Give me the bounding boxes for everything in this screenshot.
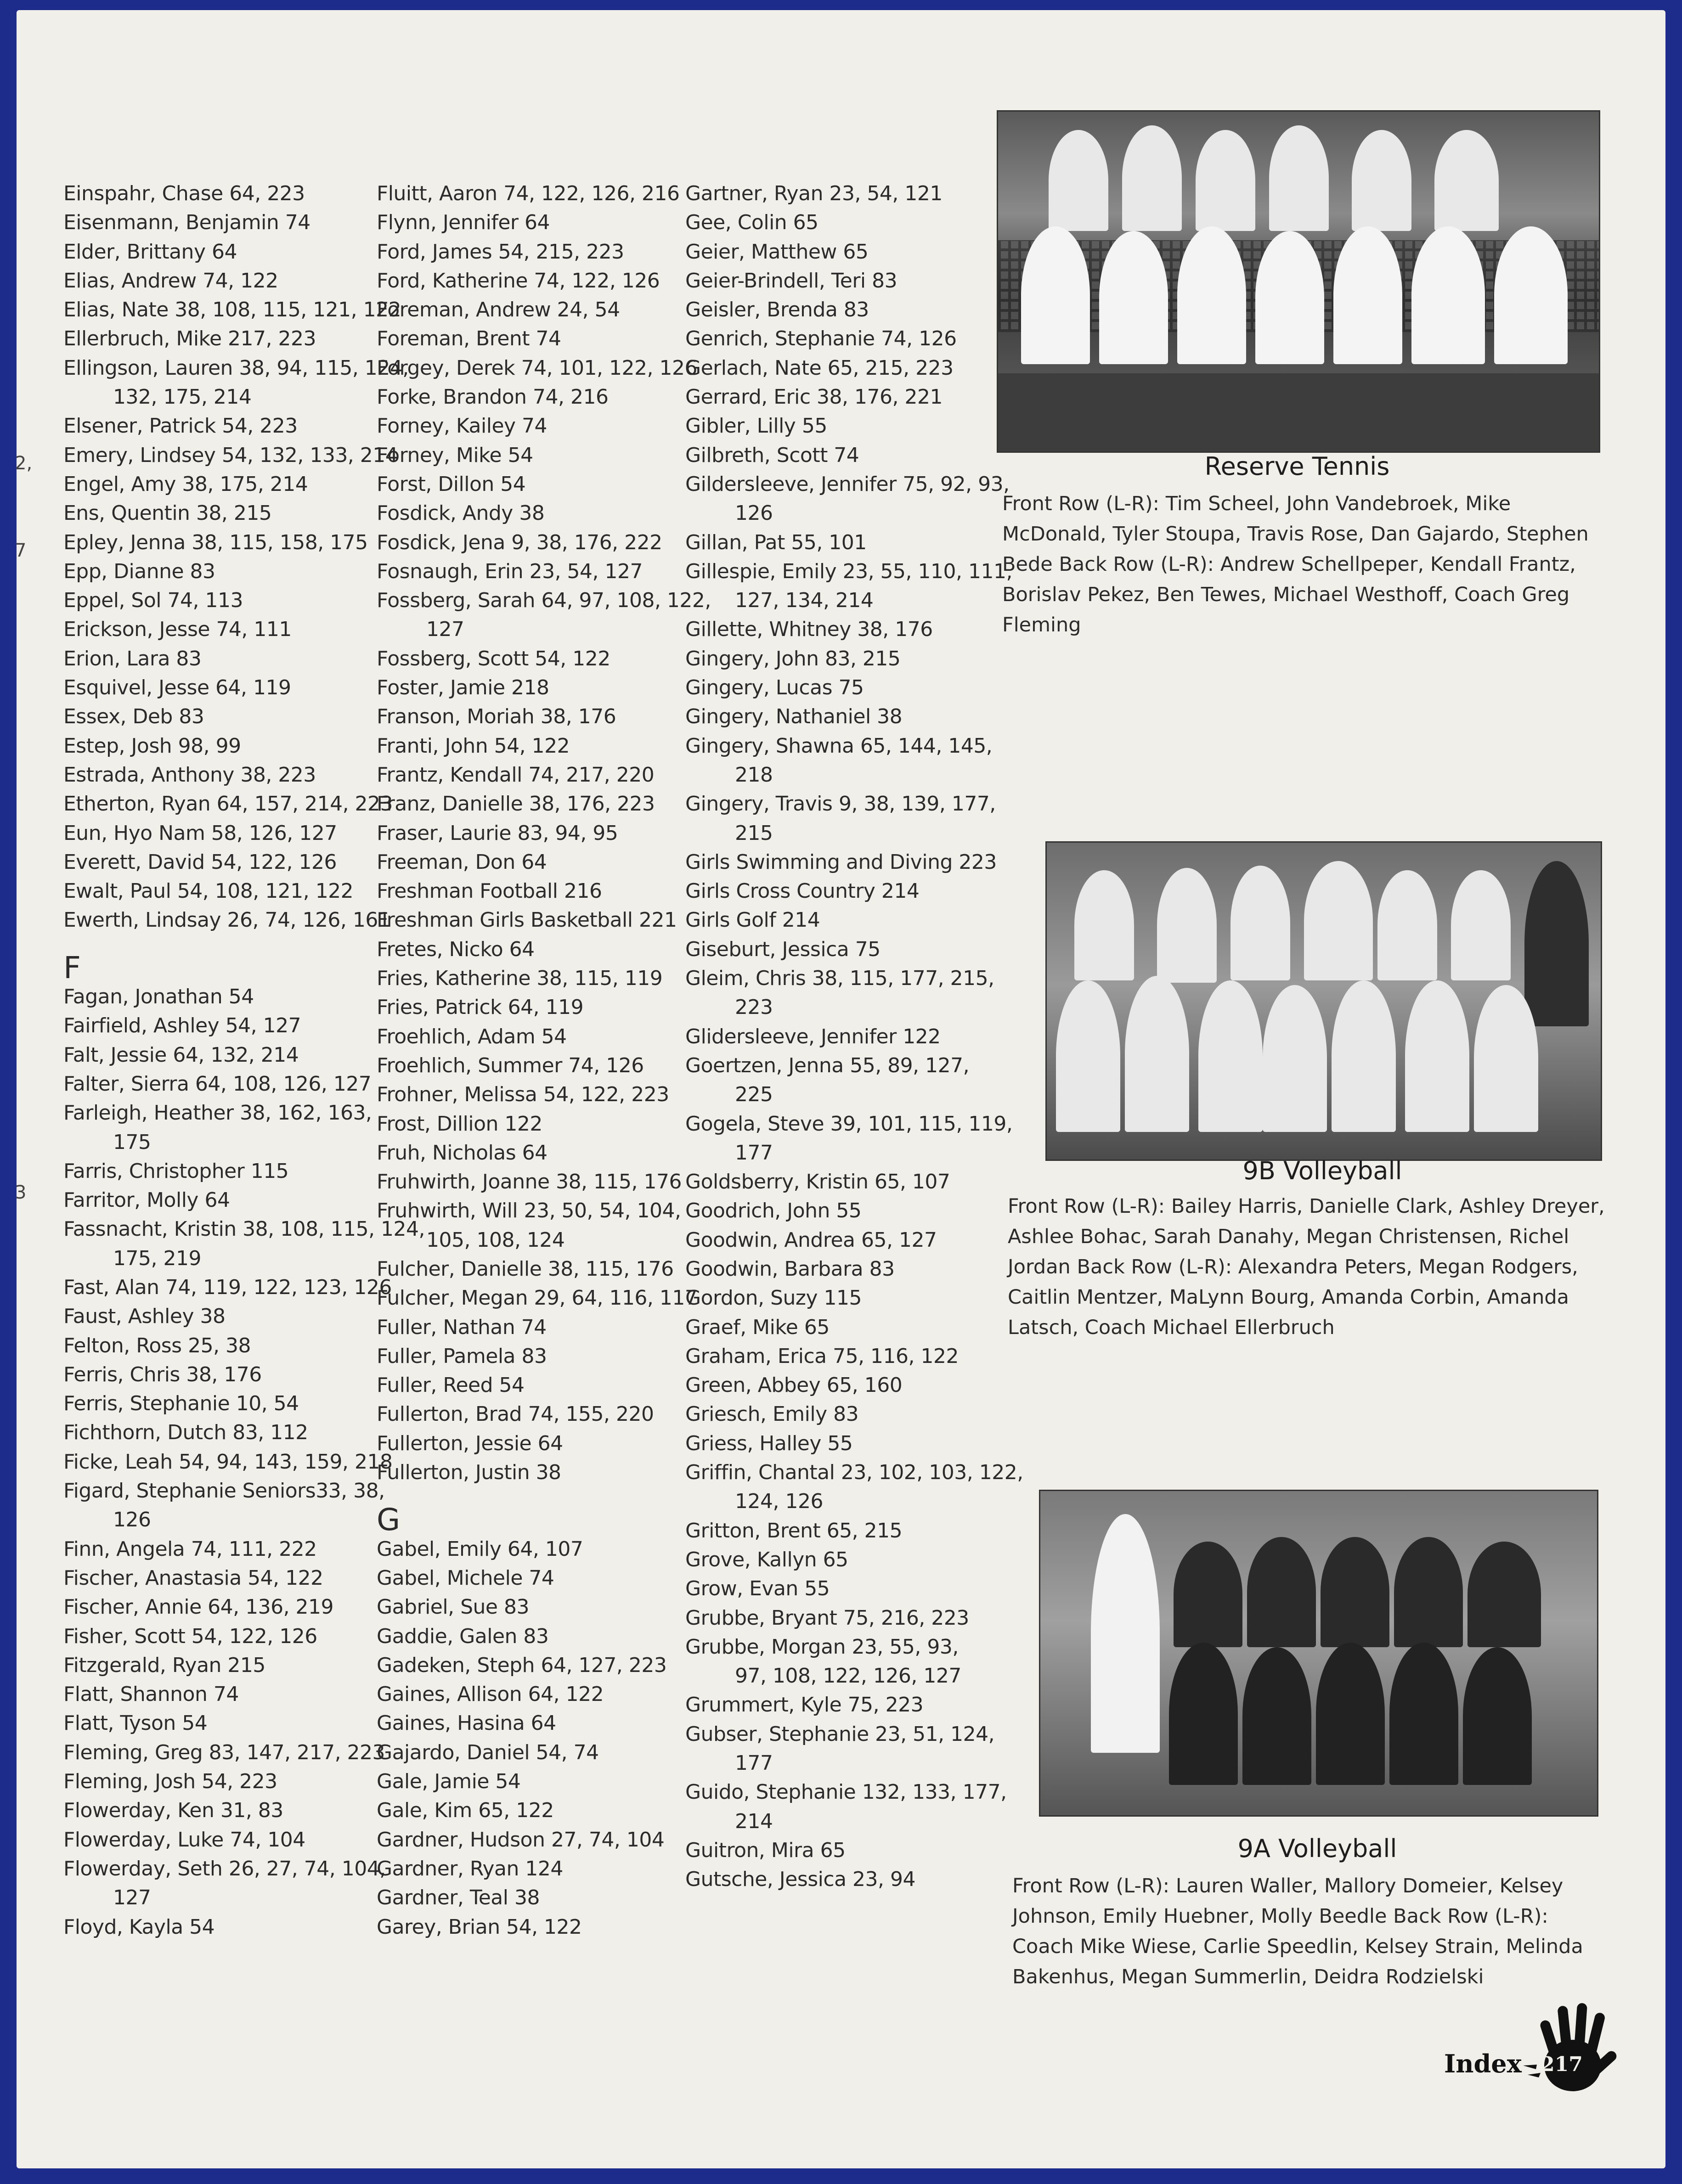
index-entry: Gritton, Brent 65, 215 xyxy=(685,1519,903,1542)
index-entry: Fosdick, Andy 38 xyxy=(377,501,545,525)
index-entry: Gingery, Lucas 75 xyxy=(685,676,864,700)
index-entry: Fischer, Anastasia 54, 122 xyxy=(63,1566,323,1590)
index-entry: Farris, Christopher 115 xyxy=(63,1159,289,1183)
reserve-tennis-caption: Front Row (L-R): Tim Scheel, John Vandebroek, Mike McDonald, Tyler Stoupa, Travis Rose, Dan Gajardo, Stephen Bede Back Row (L-R): Andrew Schellpeper, Kendall Frantz, Borislav Pekez, Ben Tewes, Michael Westhoff, Coach Greg Fleming xyxy=(1002,492,1589,636)
index-entry: Engel, Amy 38, 175, 214 xyxy=(63,472,308,496)
index-entry: Fischer, Annie 64, 136, 219 xyxy=(63,1595,334,1619)
index-entry: Ford, Katherine 74, 122, 126 xyxy=(377,269,660,293)
index-entry: Elsener, Patrick 54, 223 xyxy=(63,414,298,438)
index-entry: Foreman, Andrew 24, 54 xyxy=(377,298,620,322)
index-entry-continuation: 126 xyxy=(735,501,773,525)
index-entry: Gibler, Lilly 55 xyxy=(685,414,827,438)
index-entry: Franz, Danielle 38, 176, 223 xyxy=(377,792,655,816)
index-entry-continuation: 225 xyxy=(735,1083,773,1107)
index-entry: Griess, Halley 55 xyxy=(685,1431,853,1455)
court-ground xyxy=(998,373,1599,451)
index-entry: Floyd, Kayla 54 xyxy=(63,1915,215,1939)
margin-number: 7 xyxy=(15,540,27,561)
index-entry: Gartner, Ryan 23, 54, 121 xyxy=(685,182,943,205)
margin-number: 2, xyxy=(15,453,33,474)
index-entry: Gogela, Steve 39, 101, 115, 119, xyxy=(685,1112,1013,1136)
volleyball-9b-team-photo xyxy=(1045,841,1602,1161)
index-entry: Fisher, Scott 54, 122, 126 xyxy=(63,1624,317,1648)
index-entry: Ewalt, Paul 54, 108, 121, 122 xyxy=(63,879,354,903)
index-entry: Epp, Dianne 83 xyxy=(63,559,215,583)
index-entry: Gale, Jamie 54 xyxy=(377,1770,521,1794)
index-entry: Frantz, Kendall 74, 217, 220 xyxy=(377,763,655,787)
index-entry: Falt, Jessie 64, 132, 214 xyxy=(63,1043,299,1067)
index-entry-continuation: 223 xyxy=(735,996,773,1019)
index-entry: Gilbreth, Scott 74 xyxy=(685,443,859,467)
index-entry: Eppel, Sol 74, 113 xyxy=(63,589,243,613)
index-entry: Fosnaugh, Erin 23, 54, 127 xyxy=(377,559,643,583)
index-entry: Ellerbruch, Mike 217, 223 xyxy=(63,327,316,351)
index-entry: Forney, Mike 54 xyxy=(377,443,533,467)
index-entry: Fassnacht, Kristin 38, 108, 115, 124, xyxy=(63,1217,425,1241)
index-entry: Fraser, Laurie 83, 94, 95 xyxy=(377,821,618,845)
index-entry: Flatt, Tyson 54 xyxy=(63,1711,208,1735)
index-entry: Essex, Deb 83 xyxy=(63,705,204,729)
index-entry-continuation: 218 xyxy=(735,763,773,787)
reserve-tennis-title: Reserve Tennis xyxy=(1204,452,1390,481)
index-entry: Graham, Erica 75, 116, 122 xyxy=(685,1344,959,1368)
index-entry: Fulcher, Danielle 38, 115, 176 xyxy=(377,1257,674,1281)
index-entry: Everett, David 54, 122, 126 xyxy=(63,850,337,874)
index-entry: Fleming, Greg 83, 147, 217, 223 xyxy=(63,1740,385,1764)
index-entry: Elias, Nate 38, 108, 115, 121, 122 xyxy=(63,298,401,322)
index-entry: Fruhwirth, Will 23, 50, 54, 104, xyxy=(377,1199,681,1223)
index-entry: Fleming, Josh 54, 223 xyxy=(63,1770,277,1794)
index-entry: Grow, Evan 55 xyxy=(685,1577,830,1601)
index-entry: Gordon, Suzy 115 xyxy=(685,1286,862,1310)
index-entry: Gaines, Allison 64, 122 xyxy=(377,1683,604,1706)
page-number: 217 xyxy=(1541,2053,1583,2076)
index-entry: Flowerday, Seth 26, 27, 74, 104, xyxy=(63,1857,386,1880)
index-entry: Fullerton, Jessie 64 xyxy=(377,1431,563,1455)
index-entry: Geisler, Brenda 83 xyxy=(685,298,869,322)
index-entry: Gardner, Ryan 124 xyxy=(377,1857,563,1880)
index-entry-continuation: 214 xyxy=(735,1809,773,1833)
index-entry: Fichthorn, Dutch 83, 112 xyxy=(63,1421,308,1445)
index-entry: Genrich, Stephanie 74, 126 xyxy=(685,327,957,351)
index-entry: Girls Swimming and Diving 223 xyxy=(685,850,997,874)
index-entry: Einspahr, Chase 64, 223 xyxy=(63,182,305,205)
index-entry: Gillespie, Emily 23, 55, 110, 111, xyxy=(685,559,1012,583)
index-entry-continuation: 175, 219 xyxy=(113,1246,201,1270)
index-entry: Gingery, Shawna 65, 144, 145, xyxy=(685,734,993,758)
index-entry-continuation: 177 xyxy=(735,1141,773,1165)
index-entry: Gaddie, Galen 83 xyxy=(377,1624,549,1648)
index-entry: Falter, Sierra 64, 108, 126, 127 xyxy=(63,1072,372,1096)
index-entry: Fulcher, Megan 29, 64, 116, 117 xyxy=(377,1286,698,1310)
index-entry: Goldsberry, Kristin 65, 107 xyxy=(685,1170,950,1194)
index-entry: Gee, Colin 65 xyxy=(685,211,818,235)
index-entry: Grubbe, Morgan 23, 55, 93, xyxy=(685,1635,959,1659)
index-entry: Farritor, Molly 64 xyxy=(63,1188,230,1212)
index-entry: Esquivel, Jesse 64, 119 xyxy=(63,676,291,700)
index-entry: Gutsche, Jessica 23, 94 xyxy=(685,1868,915,1891)
index-entry: Fagan, Jonathan 54 xyxy=(63,985,254,1009)
index-entry: Forgey, Derek 74, 101, 122, 126 xyxy=(377,356,697,380)
index-entry: Gingery, Travis 9, 38, 139, 177, xyxy=(685,792,996,816)
index-entry: Eisenmann, Benjamin 74 xyxy=(63,211,310,235)
index-entry: Graef, Mike 65 xyxy=(685,1315,830,1339)
index-entry: Forney, Kailey 74 xyxy=(377,414,547,438)
index-entry: Felton, Ross 25, 38 xyxy=(63,1334,251,1357)
index-entry: Fries, Katherine 38, 115, 119 xyxy=(377,967,663,991)
volleyball-9a-caption: Front Row (L-R): Lauren Waller, Mallory Domeier, Kelsey Johnson, Emily Huebner, Molly Beedle Back Row (L-R): Coach Mike Wiese, Carlie Speedlin, Kelsey Strain, Melinda Bakenhus, Megan Summerlin, Deidra Rodzielski xyxy=(1012,1874,1583,1988)
index-entry: Erion, Lara 83 xyxy=(63,647,202,670)
index-entry: Fuller, Pamela 83 xyxy=(377,1344,547,1368)
index-entry-continuation: 105, 108, 124 xyxy=(426,1228,565,1252)
index-letter-heading: F xyxy=(63,950,81,985)
index-entry: Girls Golf 214 xyxy=(685,908,820,932)
index-entry: Gabriel, Sue 83 xyxy=(377,1595,529,1619)
index-entry: Guido, Stephanie 132, 133, 177, xyxy=(685,1780,1007,1804)
index-entry: Goodrich, John 55 xyxy=(685,1199,862,1223)
index-entry: Etherton, Ryan 64, 157, 214, 223 xyxy=(63,792,393,816)
index-entry: Fossberg, Scott 54, 122 xyxy=(377,647,610,670)
index-entry: Franti, John 54, 122 xyxy=(377,734,570,758)
index-entry-continuation: 127, 134, 214 xyxy=(735,589,874,613)
index-entry: Fosdick, Jena 9, 38, 176, 222 xyxy=(377,530,662,554)
index-entry: Fretes, Nicko 64 xyxy=(377,937,535,961)
index-entry-continuation: 97, 108, 122, 126, 127 xyxy=(735,1664,961,1688)
index-entry: Gingery, John 83, 215 xyxy=(685,647,901,670)
index-entry: Gajardo, Daniel 54, 74 xyxy=(377,1740,599,1764)
index-entry: Gabel, Michele 74 xyxy=(377,1566,554,1590)
index-entry: Estep, Josh 98, 99 xyxy=(63,734,241,758)
index-entry: Ficke, Leah 54, 94, 143, 159, 218 xyxy=(63,1450,393,1474)
index-entry: Fitzgerald, Ryan 215 xyxy=(63,1653,265,1677)
index-entry: Fullerton, Brad 74, 155, 220 xyxy=(377,1402,654,1426)
index-entry: Farleigh, Heather 38, 162, 163, xyxy=(63,1101,372,1125)
index-entry: Froehlich, Adam 54 xyxy=(377,1024,567,1048)
index-entry: Fries, Patrick 64, 119 xyxy=(377,996,584,1019)
index-entry: Gerlach, Nate 65, 215, 223 xyxy=(685,356,954,380)
index-column-1 xyxy=(63,179,425,1942)
margin-number: 3 xyxy=(15,1182,27,1203)
index-entry-continuation: 124, 126 xyxy=(735,1490,823,1514)
index-entry: Girls Cross Country 214 xyxy=(685,879,920,903)
index-entry: Gadeken, Steph 64, 127, 223 xyxy=(377,1653,667,1677)
index-entry: Finn, Angela 74, 111, 222 xyxy=(63,1537,317,1561)
index-entry: Grubbe, Bryant 75, 216, 223 xyxy=(685,1606,969,1630)
index-entry: Flatt, Shannon 74 xyxy=(63,1683,239,1706)
index-entry: Fruh, Nicholas 64 xyxy=(377,1141,547,1165)
index-entry: Freeman, Don 64 xyxy=(377,850,547,874)
index-entry-continuation: 215 xyxy=(735,821,773,845)
index-entry: Froehlich, Summer 74, 126 xyxy=(377,1053,644,1077)
index-entry: Foreman, Brent 74 xyxy=(377,327,561,351)
index-column-3 xyxy=(685,179,1023,1894)
index-entry-continuation: 127 xyxy=(113,1886,151,1910)
index-entry: Giseburt, Jessica 75 xyxy=(685,937,881,961)
index-entry: Forke, Brandon 74, 216 xyxy=(377,385,609,409)
index-entry: Gerrard, Eric 38, 176, 221 xyxy=(685,385,943,409)
index-entry: Flowerday, Ken 31, 83 xyxy=(63,1799,283,1823)
index-entry: Ellingson, Lauren 38, 94, 115, 124, xyxy=(63,356,409,380)
index-entry: Green, Abbey 65, 160 xyxy=(685,1373,903,1397)
index-entry: Ewerth, Lindsay 26, 74, 126, 161 xyxy=(63,908,391,932)
index-entry: Grove, Kallyn 65 xyxy=(685,1548,848,1571)
section-label: Index xyxy=(1444,2049,1522,2078)
index-entry: Gillan, Pat 55, 101 xyxy=(685,530,867,554)
index-entry: Estrada, Anthony 38, 223 xyxy=(63,763,316,787)
index-entry: Foster, Jamie 218 xyxy=(377,676,549,700)
index-entry: Fossberg, Sarah 64, 97, 108, 122, xyxy=(377,589,711,613)
index-entry: Erickson, Jesse 74, 111 xyxy=(63,618,292,642)
index-entry-continuation: 127 xyxy=(426,618,464,642)
index-entry: Forst, Dillon 54 xyxy=(377,472,526,496)
index-entry-continuation: 175 xyxy=(113,1130,151,1154)
index-entry: Eun, Hyo Nam 58, 126, 127 xyxy=(63,821,337,845)
index-entry: Gildersleeve, Jennifer 75, 92, 93, xyxy=(685,472,1010,496)
index-entry: Emery, Lindsey 54, 132, 133, 214 xyxy=(63,443,398,467)
index-entry: Frost, Dillion 122 xyxy=(377,1112,542,1136)
index-entry: Garey, Brian 54, 122 xyxy=(377,1915,582,1939)
index-entry: Geier-Brindell, Teri 83 xyxy=(685,269,897,293)
index-entry: Goodwin, Barbara 83 xyxy=(685,1257,895,1281)
index-entry: Griesch, Emily 83 xyxy=(685,1402,859,1426)
index-entry: Fullerton, Justin 38 xyxy=(377,1461,561,1485)
index-letter-heading: G xyxy=(377,1502,400,1538)
index-entry: Goodwin, Andrea 65, 127 xyxy=(685,1228,937,1252)
index-entry: Gubser, Stephanie 23, 51, 124, xyxy=(685,1722,995,1746)
index-entry: Freshman Football 216 xyxy=(377,879,602,903)
index-entry: Freshman Girls Basketball 221 xyxy=(377,908,677,932)
index-entry: Fruhwirth, Joanne 38, 115, 176 xyxy=(377,1170,682,1194)
yearbook-index-page xyxy=(17,10,1665,2168)
hand-print-icon xyxy=(1518,1997,1629,2107)
index-entry: Fuller, Nathan 74 xyxy=(377,1315,547,1339)
index-entry: Epley, Jenna 38, 115, 158, 175 xyxy=(63,530,368,554)
index-entry-continuation: 126 xyxy=(113,1508,151,1532)
index-entry: Elias, Andrew 74, 122 xyxy=(63,269,278,293)
index-entry: Goertzen, Jenna 55, 89, 127, xyxy=(685,1053,970,1077)
index-entry: Fluitt, Aaron 74, 122, 126, 216 xyxy=(377,182,680,205)
index-entry: Geier, Matthew 65 xyxy=(685,240,869,264)
index-entry: Gardner, Hudson 27, 74, 104 xyxy=(377,1828,665,1852)
index-entry: Gleim, Chris 38, 115, 177, 215, xyxy=(685,967,994,991)
volleyball-9a-team-photo xyxy=(1039,1490,1598,1817)
index-entry: Gabel, Emily 64, 107 xyxy=(377,1537,583,1561)
index-entry: Figard, Stephanie Seniors33, 38, xyxy=(63,1479,385,1503)
index-entry: Faust, Ashley 38 xyxy=(63,1305,226,1328)
index-entry: Fast, Alan 74, 119, 122, 123, 126 xyxy=(63,1275,392,1299)
reserve-tennis-team-photo xyxy=(997,110,1600,453)
index-entry-continuation: 132, 175, 214 xyxy=(113,385,252,409)
volleyball-9b-caption: Front Row (L-R): Bailey Harris, Danielle Clark, Ashley Dreyer, Ashlee Bohac, Sarah Danahy, Megan Christensen, Richel Jordan Back Row (L-R): Alexandra Peters, Megan Rodgers, Caitlin Mentzer, MaLynn Bourg, Amanda Corbin, Amanda Latsch, Coach Michael Ellerbruch xyxy=(1008,1195,1605,1339)
index-entry: Guitron, Mira 65 xyxy=(685,1838,846,1862)
index-entry: Ferris, Stephanie 10, 54 xyxy=(63,1392,299,1416)
index-entry: Franson, Moriah 38, 176 xyxy=(377,705,616,729)
index-entry: Ens, Quentin 38, 215 xyxy=(63,501,272,525)
index-entry-continuation: 177 xyxy=(735,1751,773,1775)
index-entry: Gardner, Teal 38 xyxy=(377,1886,540,1910)
index-column-2 xyxy=(377,179,711,1942)
index-entry: Flynn, Jennifer 64 xyxy=(377,211,550,235)
index-entry: Ferris, Chris 38, 176 xyxy=(63,1362,262,1386)
index-entry: Glidersleeve, Jennifer 122 xyxy=(685,1024,941,1048)
volleyball-9b-title: 9B Volleyball xyxy=(1242,1156,1402,1185)
index-entry: Gingery, Nathaniel 38 xyxy=(685,705,903,729)
index-entry: Griffin, Chantal 23, 102, 103, 122, xyxy=(685,1461,1023,1485)
volleyball-9a-title: 9A Volleyball xyxy=(1237,1834,1397,1863)
index-entry: Frohner, Melissa 54, 122, 223 xyxy=(377,1083,669,1107)
index-entry: Gaines, Hasina 64 xyxy=(377,1711,556,1735)
index-entry: Grummert, Kyle 75, 223 xyxy=(685,1693,924,1717)
index-entry: Gillette, Whitney 38, 176 xyxy=(685,618,933,642)
index-entry: Elder, Brittany 64 xyxy=(63,240,237,264)
index-entry: Gale, Kim 65, 122 xyxy=(377,1799,554,1823)
index-entry: Fairfield, Ashley 54, 127 xyxy=(63,1014,301,1038)
index-entry: Flowerday, Luke 74, 104 xyxy=(63,1828,305,1852)
index-entry: Fuller, Reed 54 xyxy=(377,1373,525,1397)
index-entry: Ford, James 54, 215, 223 xyxy=(377,240,624,264)
